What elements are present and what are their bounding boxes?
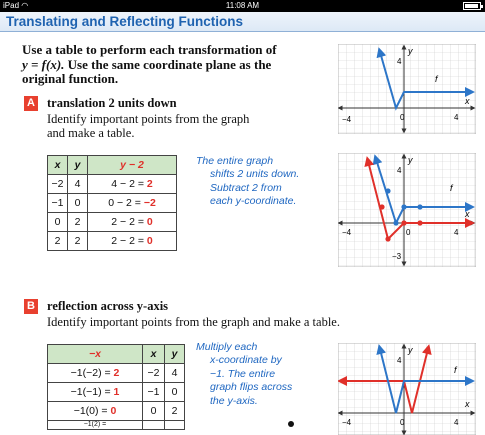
table-row: −2 4 4 − 2 = 2 [48, 175, 177, 194]
original-point [393, 220, 398, 225]
tick-x-4: 4 [454, 228, 459, 237]
translation-graph [338, 153, 476, 267]
x-axis-label: x [465, 96, 470, 106]
y-axis-label: y [408, 155, 413, 165]
table-row: 0 2 2 − 2 = 0 [48, 213, 177, 232]
table-header-row [48, 345, 185, 364]
header-neg-x: −x [48, 345, 143, 364]
wifi-icon: ◠ [21, 1, 29, 10]
tick-x-4: 4 [454, 418, 459, 427]
original-point [385, 188, 390, 193]
intro-line-3: original function. [22, 71, 119, 86]
step-b-heading: reflection across y-axis [47, 299, 169, 313]
table-row: −1(−1) = 1 −1 0 [48, 383, 185, 402]
step-b-note: Multiply each x-coordinate by −1. The entire graph flips across the y-axis. [196, 341, 293, 407]
original-point [401, 204, 406, 209]
step-b-table [47, 344, 185, 430]
header-x: x [143, 345, 165, 364]
step-a-badge: A [24, 96, 38, 111]
tick-x-neg4: −4 [342, 115, 352, 124]
header-y: y [165, 345, 185, 364]
table-row: −1(0) = 0 0 2 [48, 402, 185, 421]
function-label: f [450, 183, 453, 193]
step-b-badge: B [24, 299, 38, 314]
step-b-instruction: Identify important points from the graph and make a table. [47, 315, 340, 329]
tick-y-4: 4 [397, 356, 402, 365]
translated-point [417, 220, 422, 225]
tick-y-4: 4 [397, 57, 402, 66]
step-a-instruction: Identify important points from the graph and make a table. [47, 112, 250, 140]
translated-point [401, 220, 406, 225]
status-bar [0, 0, 485, 12]
step-a-table [47, 155, 177, 251]
translated-point [385, 236, 390, 241]
lesson-title: Translating and Reflecting Functions [0, 12, 485, 32]
status-time: 11:08 AM [225, 1, 260, 10]
tick-x-0: 0 [400, 418, 405, 427]
header-y: y [68, 156, 88, 175]
original-point [417, 204, 422, 209]
x-axis-label: x [465, 399, 470, 409]
y-axis-label: y [408, 46, 413, 56]
tick-x-neg4: −4 [342, 228, 352, 237]
translated-point [379, 204, 384, 209]
step-a-note: The entire graph shifts 2 units down. Subtract 2 from each y-coordinate. [196, 155, 300, 208]
table-header-row [48, 156, 177, 175]
y-axis-label: y [408, 345, 413, 355]
original-graph [338, 44, 476, 134]
function-label: f [454, 365, 457, 375]
tick-x-0: 0 [406, 228, 411, 237]
x-axis-label: x [465, 209, 470, 219]
tick-x-neg4: −4 [342, 418, 352, 427]
bullet-dot [288, 421, 294, 427]
intro-line-2: y = f(x). Use the same coordinate plane as the [22, 56, 272, 72]
function-label: f [435, 74, 438, 84]
battery-icon [463, 2, 481, 10]
table-row: −1 0 0 − 2 = −2 [48, 194, 177, 213]
header-x: x [48, 156, 68, 175]
header-y-minus-2: y − 2 [88, 156, 177, 175]
reflection-graph [338, 343, 476, 435]
tick-x-0: 0 [400, 113, 405, 122]
table-row: −1(2) = [48, 421, 185, 430]
table-row: −1(−2) = 2 −2 4 [48, 364, 185, 383]
step-a-heading: translation 2 units down [47, 96, 177, 110]
intro-line-1: Use a table to perform each transformation of [22, 42, 277, 57]
device-label: iPad ◠ [3, 1, 29, 10]
intro-paragraph [22, 43, 312, 87]
table-row: 2 2 2 − 2 = 0 [48, 232, 177, 251]
tick-y-4: 4 [397, 166, 402, 175]
tick-y-neg3: −3 [392, 252, 402, 261]
tick-x-4: 4 [454, 113, 459, 122]
